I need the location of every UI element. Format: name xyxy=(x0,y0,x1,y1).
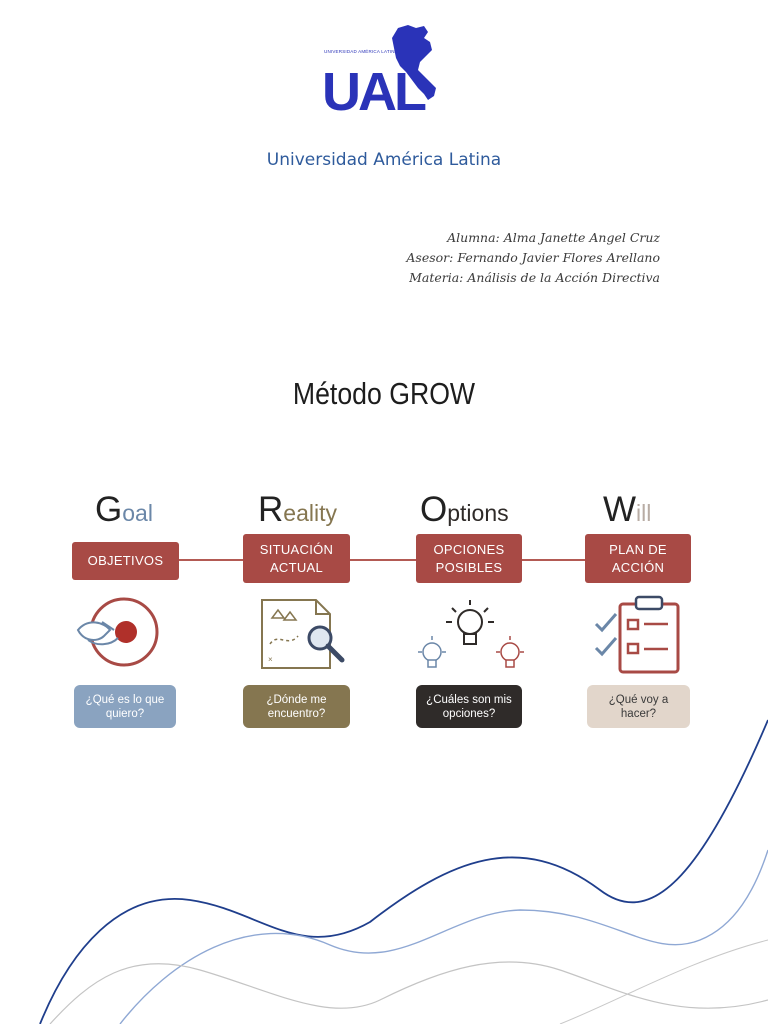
grow-word-reality: Reality xyxy=(258,490,337,529)
stage-opciones-posibles: OPCIONES POSIBLES xyxy=(416,534,522,583)
document-title: Método GROW xyxy=(292,376,476,411)
stage-connector-line xyxy=(178,559,588,561)
question-opciones: ¿Cuáles son mis opciones? xyxy=(416,685,522,728)
svg-text:×: × xyxy=(268,655,273,664)
subject-name: Materia: Análisis de la Acción Directiva xyxy=(409,270,660,285)
university-name: Universidad América Latina xyxy=(266,150,502,170)
decorative-waves xyxy=(0,700,768,1024)
logo-small-text: UNIVERSIDAD AMÉRICA LATINA xyxy=(324,49,398,54)
clipboard-checklist-icon xyxy=(592,594,684,676)
stage-situacion-actual: SITUACIÓN ACTUAL xyxy=(243,534,350,583)
target-icon xyxy=(74,596,166,668)
stage-plan-de-accion: PLAN DE ACCIÓN xyxy=(585,534,691,583)
map-search-icon xyxy=(258,596,350,672)
svg-text:UAL: UAL xyxy=(322,62,424,116)
grow-word-will: Will xyxy=(603,490,652,529)
question-plan: ¿Qué voy a hacer? xyxy=(587,685,690,728)
question-objetivos: ¿Qué es lo que quiero? xyxy=(74,685,176,728)
grow-word-options: Options xyxy=(420,490,509,529)
grow-word-goal: Goal xyxy=(95,490,153,529)
advisor-name: Asesor: Fernando Javier Flores Arellano xyxy=(406,250,660,265)
student-name: Alumna: Alma Janette Angel Cruz xyxy=(447,230,660,245)
lightbulbs-icon xyxy=(408,596,532,676)
question-situacion-actual: ¿Dónde me encuentro? xyxy=(243,685,350,728)
stage-objetivos: OBJETIVOS xyxy=(72,542,179,580)
university-logo xyxy=(320,22,440,116)
credits-block xyxy=(406,228,660,288)
